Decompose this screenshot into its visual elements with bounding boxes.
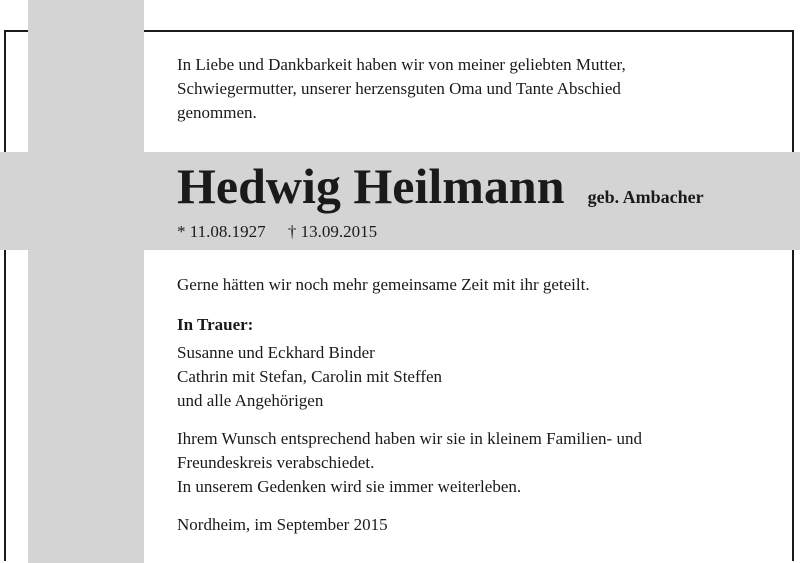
mourners-list	[177, 341, 442, 413]
mourning-heading: In Trauer:	[177, 315, 254, 334]
mourner-line: Susanne und Eckhard Binder	[177, 343, 375, 362]
deceased-name: Hedwig Heilmann	[177, 158, 565, 214]
closing-line: Ihrem Wunsch entsprechend haben wir sie in kleinem Familien- und	[177, 429, 642, 448]
maiden-name: geb. Ambacher	[587, 187, 704, 207]
name-row	[177, 160, 704, 212]
mourner-line: und alle Angehörigen	[177, 391, 324, 410]
intro-text	[177, 53, 777, 125]
place-date: Nordheim, im September 2015	[177, 515, 388, 534]
intro-line: genommen.	[177, 103, 257, 122]
closing-line: In unserem Gedenken wird sie immer weiterleben.	[177, 477, 522, 496]
intro-line: Schwiegermutter, unserer herzensguten Oma und Tante Abschied	[177, 79, 621, 98]
intro-line: In Liebe und Dankbarkeit haben wir von meiner geliebten Mutter,	[177, 55, 626, 74]
closing-line: Freundeskreis verabschiedet.	[177, 453, 375, 472]
closing-text	[177, 427, 777, 499]
message-text: Gerne hätten wir noch mehr gemeinsame Zeit mit ihr geteilt.	[177, 275, 590, 294]
death-date: † 13.09.2015	[287, 222, 378, 241]
life-dates	[177, 222, 395, 242]
mourner-line: Cathrin mit Stefan, Carolin mit Steffen	[177, 367, 443, 386]
cross-vertical-bar	[28, 0, 144, 563]
birth-date: * 11.08.1927	[177, 222, 266, 241]
